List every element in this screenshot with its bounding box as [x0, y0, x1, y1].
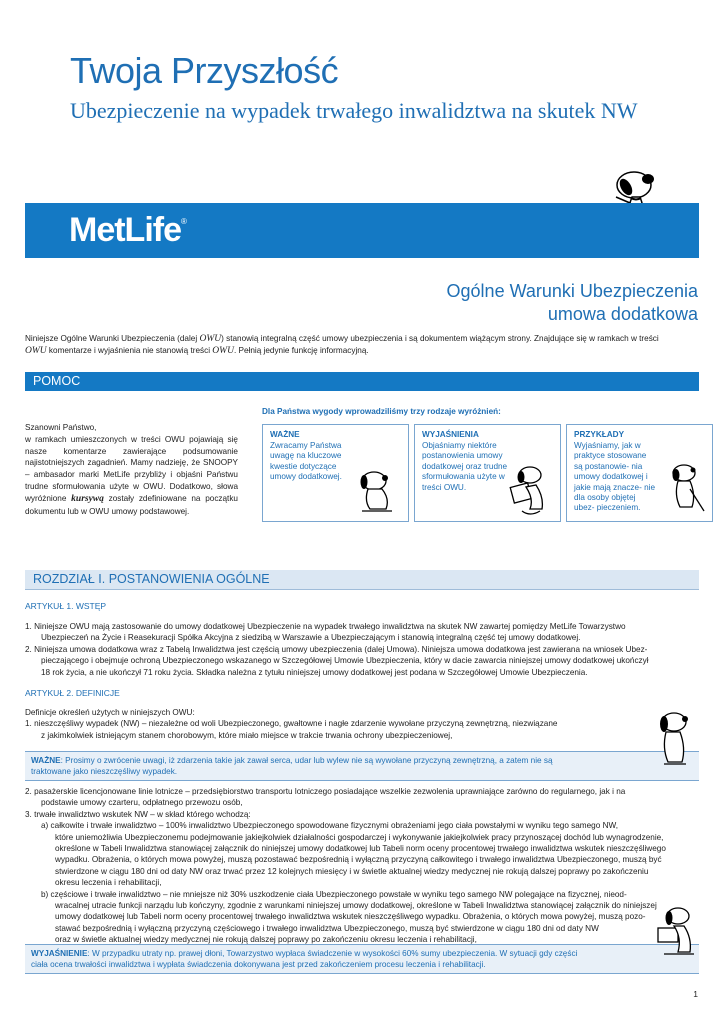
document-title: Ogólne Warunki Ubezpieczenia umowa dodatkowa [446, 281, 698, 324]
snoopy-reading-book-illustration [650, 902, 700, 962]
pomoc-section-header: POMOC [25, 372, 699, 391]
snoopy-thinking-illustration [352, 465, 400, 515]
page-title: Twoja Przyszłość [70, 50, 339, 91]
article-1-title: ARTYKUŁ 1. WSTĘP [25, 601, 107, 611]
article-1-body: 1. Niniejsze OWU mają zastosowanie do umowy dodatkowej Ubezpieczenie na wypadek trwałego inwalidztwa na skutek NW zawartej pomiędzy MetLife Towarzystwo Ubezpieczeń na Życie i Reasekuracji Spółka Akcyjna z siedzibą w Warszawie a Ubezpieczającym i stanowią integralną część tej umowy dodatkowej. 2. Niniejsza umowa dodatkowa wraz z Tabelą Inwalidztwa jest częścią umowy ubezpieczenia (dalej Umowa). Niniejsza umowa dodatkowa jest zawierana na wniosek Ubez- pieczającego i obejmuje ochroną Ubezpieczonego wskazanego w Szczegółowej Umowie Ubezpieczenia, który w dacie zawarcia niniejszej umowy dodatkowej ukończył 18 rok życia, a nie ukończył 71 roku życia. Składka należna z tytułu niniejszej umowy dodatkowej jest podana w Szczegółowej Umowie Ubezpieczenia. [25, 622, 649, 677]
chapter-1-header: ROZDZIAŁ I. POSTANOWIENIA OGÓLNE [25, 570, 699, 590]
metlife-banner [25, 203, 699, 258]
definitions-list: 2. pasażerskie licencjonowane linie lotnicze – przedsiębiorstwo transportu lotniczego posiadające wszelkie zezwolenia uprawniające zarówno do regularnego, jak i na podstawie umowy czarteru, odpłatnego przewozu osób, 3. trwałe inwalidztwo wskutek NW – w skład którego wchodzą: a) całkowite i trwałe inwalidztwo – 100% inwalidztwo Ubezpieczonego spowodowane fizycznymi obrażeniami jego ciała powstałymi w wyniku tego samego NW, które uniemożliwia Ubezpieczonemu podejmowanie jakiejkolwiek działalności gospodarczej i wykonywanie jakiejkolwiek pracy przynoszącej dochód lub wynagrodzenie, określone w Tabeli Inwalidztwa stanowiącej załącznik do niniejszej umowy dodatkowej lub Tabeli norm oceny procentowej trwałego inwalidztwa wskutek nieszczęśliwego wypadku. Obrażenia, o których mowa powyżej, muszą pozostawać bezpośrednią i wyłączną przyczyną całkowitego i trwałego inwalidztwa Ubezpieczonego, muszą być stwierdzone w ciągu 180 dni od daty NW oraz trwać przez 12 kolejnych miesięcy i w świetle aktualnej wiedzy medycznej nie rokują dalszej poprawy po zakończeniu okresu leczenia i rehabilitacji, b) częściowe i trwałe inwalidztwo – nie mniejsze niż 30% uszkodzenie ciała Ubezpieczonego powstałe w wyniku tego samego NW polegające na fizycznej, nieod- wracalnej utracie funkcji narządu lub kończyny, zgodnie z warunkami niniejszej umowy dodatkowej, określone w Tabeli Inwalidztwa stanowiącej załącznik do niniejszej umowy dodatkowej lub Tabeli norm oceny procentowej trwałego inwalidztwa wskutek nieszczęśliwego wypadku. Obrażenia, o których mowa powyżej, muszą pozo- stawać bezpośrednią i wyłączną przyczyną częściowego i trwałego inwalidztwa Ubezpieczonego, muszą być stwierdzone w ciągu 180 dni od daty NW oraz w świetle aktualnej wiedzy medycznej nie rokują dalszej poprawy po zakończeniu okresu leczenia i rehabilitacji, [25, 787, 666, 945]
metlife-logo: MetLife® [69, 211, 186, 249]
page-subtitle: Ubezpieczenie na wypadek trwałego inwalidztwa na skutek NW [70, 98, 638, 123]
intro-paragraph: Niniejsze Ogólne Warunki Ubezpieczenia (dalej OWU) stanowią integralną część umowy ubezpieczenia i są dokumentem wiążącym strony. Znajdujące się w ramkach w treści OWU komentarze i wyjaśnienia nie stanowią treści OWU. Pełnią jedynie funkcję informacyjną. [25, 334, 659, 356]
article-2-title: ARTYKUŁ 2. DEFINICJE [25, 688, 120, 698]
note-wyjasnienie: WYJAŚNIENIE: W przypadku utraty np. prawej dłoni, Towarzystwo wypłaca świadczenie w wysokości 60% sumy ubezpieczenia. W sytuacji gdy części ciała ocena trwałości inwalidztwa i wypłata świadczenia dokonywana jest przed zakończeniem procesu leczenia i rehabilitacji. [25, 944, 699, 974]
box-wyjasnienia: WYJAŚNIENIA Objaśniamy niektóre postanowienia umowy dodatkowej oraz trudne sformułowania użyte w treści OWU. [414, 424, 561, 522]
snoopy-reading-illustration [504, 461, 554, 517]
snoopy-standing-illustration [648, 706, 698, 772]
welcome-text: Szanowni Państwo, w ramkach umieszczonych w treści OWU pojawiają się nasze komentarze zawierające podsumowanie najistotniejszych zagadnień. Mamy nadzieję, że SNOOPY – ambasador marki MetLife przybliży i objaśni Państwu trudne sformułowania użyte w OWU. Dodatkowo, słowa wyróżnione kursywą zostały zdefiniowane na początku dokumentu lub w OWU umowy podstawowej. [25, 423, 238, 516]
highlight-types-heading: Dla Państwa wygody wprowadziliśmy trzy rodzaje wyróżnień: [262, 407, 501, 416]
note-wazne: WAŻNE: Prosimy o zwrócenie uwagi, iż zdarzenia takie jak zawał serca, udar lub wylew nie są wywołane przyczyną zewnętrzną, a zatem nie są traktowane jako nieszczęśliwy wypadek. [25, 751, 699, 781]
article-2-body: Definicje określeń użytych w niniejszych OWU: 1. nieszczęśliwy wypadek (NW) – niezależne od woli Ubezpieczonego, gwałtowne i nagłe zdarzenie wywołane przyczyną zewnętrzną, niezwiązane z jakimkolwiek istniejącym stanem chorobowym, które miało miejsce w trakcie trwania ochrony ubezpieczeniowej, [25, 708, 558, 740]
snoopy-pointing-illustration [662, 459, 706, 515]
box-wazne: WAŻNE Zwracamy Państwa uwagę na kluczowe kwestie dotyczące umowy dodatkowej. [262, 424, 409, 522]
page-number: 1 [693, 989, 698, 999]
box-przyklady: PRZYKŁADY Wyjaśniamy, jak w praktyce stosowane są postanowie- nia umowy dodatkowej i jakie mają znacze- nie dla osoby objętej ubez- pieczeniem. [566, 424, 713, 522]
